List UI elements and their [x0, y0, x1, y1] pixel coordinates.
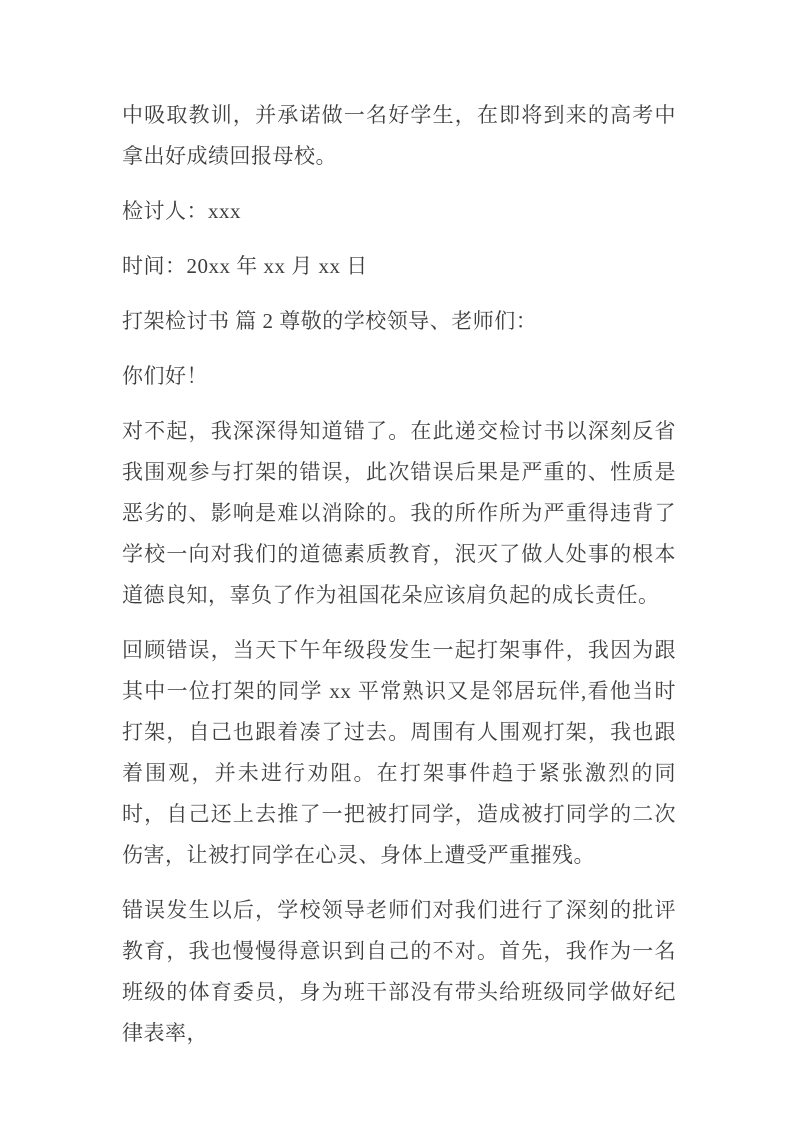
body-paragraph-reflection: 错误发生以后，学校领导老师们对我们进行了深刻的批评教育，我也慢慢得意识到自己的不对。首先，我作为一名班级的体育委员，身为班干部没有带头给班级同学做好纪律表率，: [122, 898, 676, 1045]
paragraph-continuation: 中吸取教训，并承诺做一名好学生，在即将到来的高考中拿出好成绩回报母校。: [122, 103, 676, 168]
section-heading: 打架检讨书 篇 2 尊敬的学校领导、老师们：: [122, 309, 538, 333]
date-line: 时间：20xx 年 xx 月 xx 日: [122, 254, 368, 278]
signature-line: 检讨人：xxx: [122, 199, 241, 223]
body-paragraph-apology: 对不起，我深深得知道错了。在此递交检讨书以深刻反省我围观参与打架的错误，此次错误后果是严重的、性质是恶劣的、影响是难以消除的。我的所作所为严重得违背了学校一向对我们的道德素质教育，泯灭了做人处事的根本道德良知，辜负了作为祖国花朵应该肩负起的成长责任。: [122, 419, 676, 607]
greeting-line: 你们好！: [122, 364, 208, 388]
body-paragraph-recall: 回顾错误，当天下午年级段发生一起打架事件，我因为跟其中一位打架的同学 xx 平常熟识又是邻居玩伴,看他当时打架，自己也跟着凑了过去。周围有人围观打架，我也跟着围观，并未进行劝阻。在打架事件趋于紧张激烈的同时，自己还上去推了一把被打同学，造成被打同学的二次伤害，让被打同学在心灵、身体上遭受严重摧残。: [122, 638, 676, 867]
